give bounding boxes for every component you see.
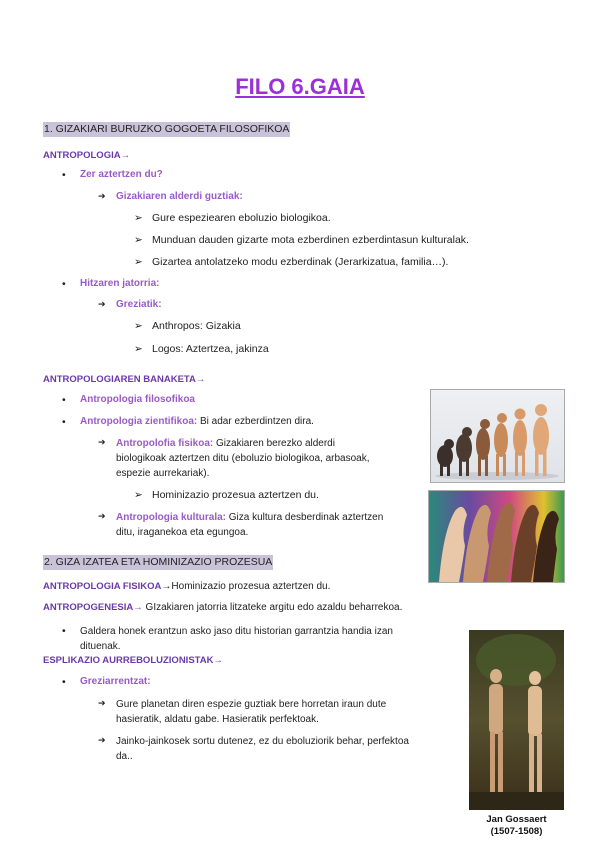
arrow-right-icon: ➔ — [98, 698, 106, 708]
zientifikoa-label: Antropologia zientifikoa: — [80, 416, 198, 427]
aurreboluzionistak-heading: ESPLIKAZIO AURREBOLUZIONISTAK→ — [43, 655, 223, 666]
antropologia-heading: ANTROPOLOGIA→ — [43, 150, 131, 161]
arrowhead-icon: ➢ — [134, 343, 143, 355]
arrowhead-icon: ➢ — [134, 234, 143, 246]
evolution-image — [430, 389, 565, 483]
galdera-paragraph — [80, 624, 460, 654]
fisikoa-text: biologikoak aztertzen ditu (eboluzio biologikoa, arbasoak, — [116, 453, 370, 464]
cultures-faces-image — [428, 490, 565, 583]
greziarrentzat-label: Greziarrentzat: — [80, 676, 151, 687]
jatorria-label: Hitzaren jatorria: — [80, 278, 160, 289]
painting-figures-icon — [469, 630, 564, 810]
evolution-figures-icon — [431, 390, 564, 482]
painting-caption — [469, 814, 564, 838]
adam-eve-painting — [469, 630, 564, 810]
antropogenesia-label: ANTROPOGENESIA→ — [43, 602, 143, 613]
fisikoa-text: espezie aurrekariak). — [116, 468, 210, 479]
section-2-heading: 2. GIZA IZATEA ETA HOMINIZAZIO PROZESUA — [44, 556, 273, 568]
gure-paragraph — [116, 697, 456, 727]
kulturala-label: Antropologia kulturala: — [116, 512, 226, 523]
jainko-text: Jainko-jainkosek sortu dutenez, ez du eboluziorik behar, perfektoa — [116, 736, 409, 747]
bullet-dot-icon: • — [62, 169, 66, 181]
greziatik-item: Logos: Aztertzea, jakinza — [152, 343, 269, 355]
fisikoa-text: Gizakiaren berezko alderdi — [213, 438, 335, 449]
bullet-dot-icon: • — [62, 416, 66, 428]
greziatik-label: Greziatik: — [116, 299, 162, 310]
arrow-right-icon: ➔ — [98, 735, 106, 745]
section-1-heading: 1. GIZAKIARI BURUZKO GOGOETA FILOSOFIKOA — [44, 123, 290, 135]
painting-artist: Jan Gossaert — [486, 814, 547, 825]
arrow-right-icon: ➔ — [98, 191, 106, 201]
arrowhead-icon: ➢ — [134, 212, 143, 224]
hominizazio-item: Hominizazio prozesua aztertzen du. — [152, 489, 319, 501]
kulturala-text: Giza kultura desberdinak aztertzen — [226, 512, 384, 523]
fisikoa2-text: →Hominizazio prozesua aztertzen du. — [161, 581, 331, 592]
arrow-right-icon: ➔ — [98, 437, 106, 447]
fisikoa2-line — [43, 581, 330, 592]
page-title: FILO 6.GAIA — [235, 74, 365, 99]
arrowhead-icon: ➢ — [134, 489, 143, 501]
bullet-dot-icon: • — [62, 676, 66, 688]
bullet-dot-icon: • — [62, 278, 66, 290]
antropogenesia-line — [43, 602, 402, 613]
alderdi-label: Gizakiaren alderdi guztiak: — [116, 191, 243, 202]
banaketa-heading: ANTROPOLOGIAREN BANAKETA→ — [43, 374, 206, 385]
jainko-text: da.. — [116, 751, 133, 762]
gure-text: Gure planetan diren espezie guztiak bere horretan iraun dute — [116, 699, 387, 710]
antropogenesia-text: GIzakiaren jatorria litzateke argitu edo azaldu beharrekoa. — [142, 602, 403, 613]
alderdi-item: Gizartea antolatzeko modu ezberdinak (Jerarkizatua, familia…). — [152, 256, 449, 268]
arrowhead-icon: ➢ — [134, 320, 143, 332]
bullet-dot-icon: • — [62, 625, 66, 637]
gure-text: hasieratik, aldatu gabe. Hasieratik perfektoak. — [116, 714, 319, 725]
arrow-right-icon: ➔ — [98, 299, 106, 309]
zer-question: Zer aztertzen du? — [80, 169, 163, 180]
fisikoa2-label: ANTROPOLOGIA FISIKOA — [43, 581, 162, 592]
zientifikoa-text: Bi adar ezberdintzen dira. — [197, 416, 314, 427]
faces-profile-icon — [429, 491, 564, 582]
galdera-text: dituenak. — [80, 641, 121, 652]
alderdi-item: Gure espeziearen eboluzio biologikoa. — [152, 212, 331, 224]
greziatik-item: Anthropos: Gizakia — [152, 320, 241, 332]
fisikoa-paragraph — [116, 436, 426, 481]
jainko-paragraph — [116, 734, 456, 764]
zientifikoa-line — [80, 416, 314, 427]
painting-date: (1507-1508) — [490, 826, 543, 837]
galdera-text: Galdera honek erantzun asko jaso ditu historian garrantzia handia izan — [80, 626, 393, 637]
kulturala-paragraph — [116, 510, 426, 540]
arrow-right-icon: ➔ — [98, 511, 106, 521]
arrowhead-icon: ➢ — [134, 256, 143, 268]
filosofikoa-label: Antropologia filosofikoa — [80, 394, 195, 405]
fisikoa-label: Antropolofia fisikoa: — [116, 438, 214, 449]
kulturala-text: ditu, iraganekoa eta egungoa. — [116, 527, 249, 538]
alderdi-item: Munduan dauden gizarte mota ezberdinen ezberdintasun kulturalak. — [152, 234, 469, 246]
bullet-dot-icon: • — [62, 394, 66, 406]
